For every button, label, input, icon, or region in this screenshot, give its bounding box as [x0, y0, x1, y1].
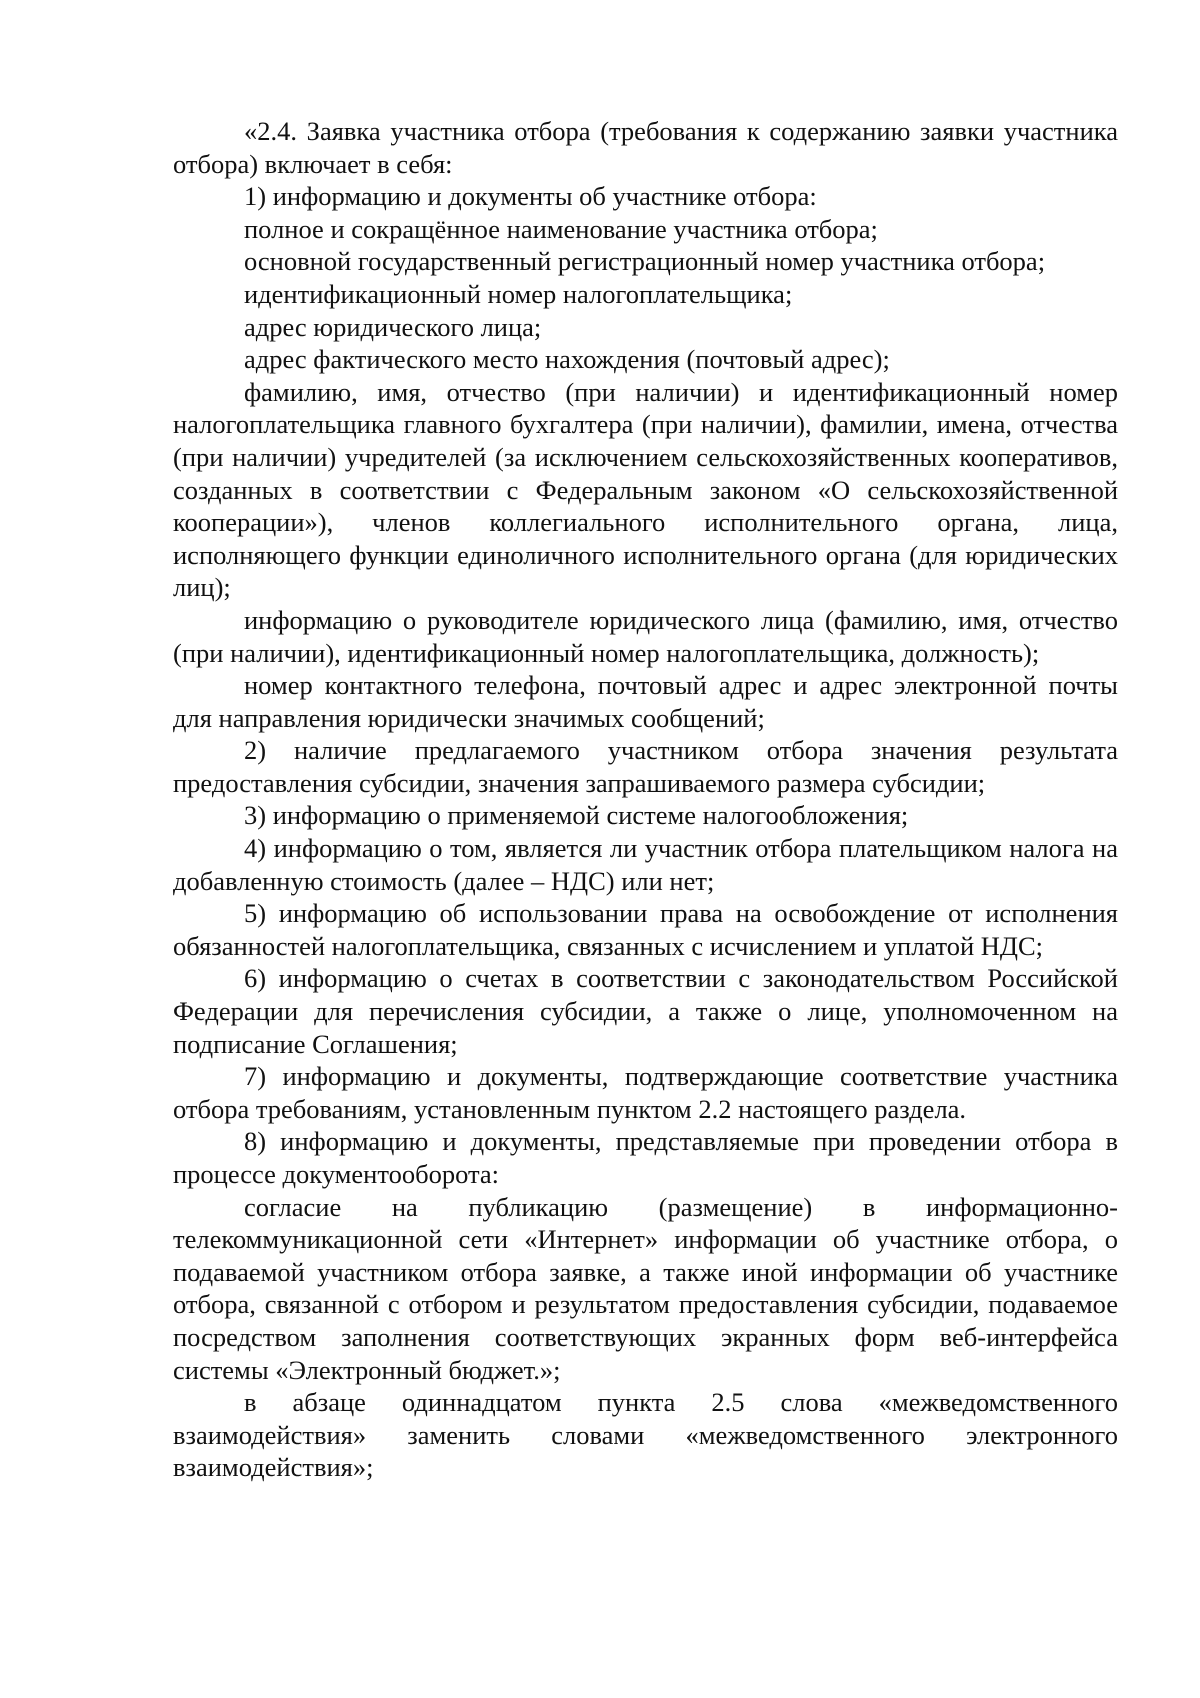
paragraph-item-2: 2) наличие предлагаемого участником отбора значения результата предоставления субсидии, значения запрашиваемого размера субсидии;: [173, 735, 1118, 798]
paragraph-item-1: 1) информацию и документы об участнике отбора:: [244, 181, 817, 212]
paragraph-ogrn: основной государственный регистрационный номер участника отбора;: [244, 246, 1046, 277]
paragraph-item-6: 6) информацию о счетах в соответствии с законодательством Российской Федерации для перечисления субсидии, а также о лице, уполномоченном на подписание Соглашения;: [173, 963, 1118, 1059]
paragraph-founders-info: фамилию, имя, отчество (при наличии) и идентификационный номер налогоплательщика главного бухгалтера (при наличии), фамилии, имена, отчества (при наличии) учредителей (за исключением сельскохозяйственных кооперативов, созданных в соответствии с Федеральным законом «О сельскохозяйственной кооперации»), членов коллегиального исполнительного органа, лица, исполняющего функции единоличного исполнительного органа (для юридических лиц);: [173, 376, 1118, 603]
paragraph-consent: согласие на публикацию (размещение) в информационно-телекоммуникационной сети «Интернет» информации об участнике отбора, о подаваемой участником отбора заявке, а также иной информации об участнике отбора, связанной с отбором и результатом предоставления субсидии, подаваемое посредством заполнения соответствующих экранных форм веб-интерфейса системы «Электронный бюджет.»;: [173, 1191, 1118, 1385]
paragraph-item-3: 3) информацию о применяемой системе налогообложения;: [244, 800, 909, 831]
document-body: [173, 115, 1118, 1484]
paragraph-full-name: полное и сокращённое наименование участника отбора;: [244, 213, 878, 244]
paragraph-item-8: 8) информацию и документы, представляемые при проведении отбора в процессе документооборота:: [173, 1126, 1118, 1189]
paragraph-contacts: номер контактного телефона, почтовый адрес и адрес электронной почты для направления юридически значимых сообщений;: [173, 670, 1118, 733]
paragraph-2-4-heading: «2.4. Заявка участника отбора (требования к содержанию заявки участника отбора) включает в себя:: [173, 116, 1118, 179]
paragraph-head-info: информацию о руководителе юридического лица (фамилию, имя, отчество (при наличии), идентификационный номер налогоплательщика, должность);: [173, 604, 1118, 668]
paragraph-amendment-2-5: в абзаце одиннадцатом пункта 2.5 слова «межведомственного взаимодействия» заменить словами «межведомственного электронного взаимодействия»;: [173, 1387, 1118, 1483]
paragraph-inn: идентификационный номер налогоплательщика;: [244, 278, 793, 309]
paragraph-legal-address: адрес юридического лица;: [244, 311, 542, 342]
paragraph-item-7: 7) информацию и документы, подтверждающие соответствие участника отбора требованиям, установленным пунктом 2.2 настоящего раздела.: [173, 1061, 1118, 1124]
paragraph-item-5: 5) информацию об использовании права на освобождение от исполнения обязанностей налогоплательщика, связанных с исчислением и уплатой НДС;: [173, 898, 1118, 961]
paragraph-item-4: 4) информацию о том, является ли участник отбора плательщиком налога на добавленную стоимость (далее – НДС) или нет;: [173, 833, 1118, 896]
paragraph-actual-address: адрес фактического место нахождения (почтовый адрес);: [244, 344, 890, 375]
